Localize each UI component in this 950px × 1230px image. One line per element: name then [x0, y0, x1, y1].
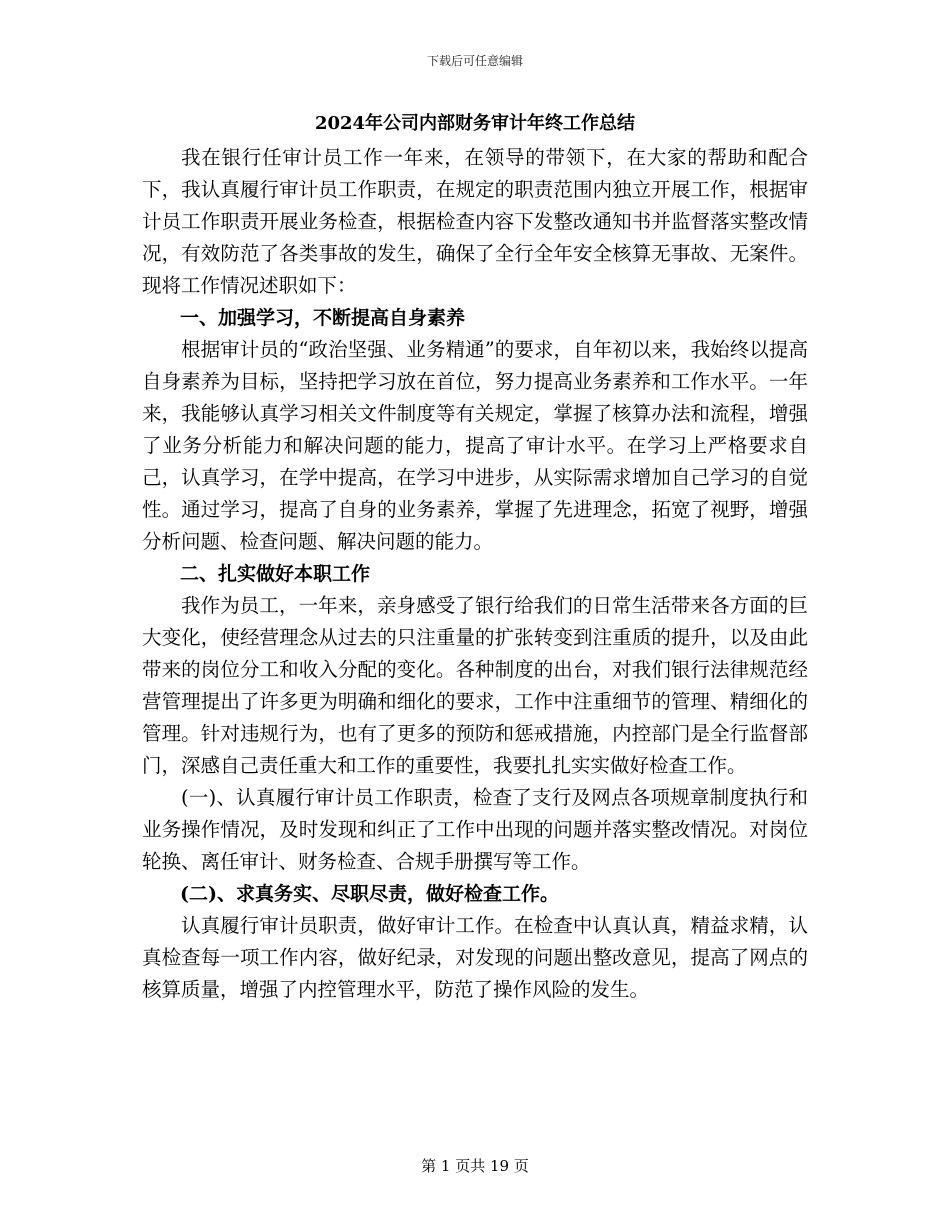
page-header-note: 下载后可任意编辑 — [426, 54, 523, 68]
page-number-footer: 第 1 页共 19 页 — [421, 1157, 529, 1175]
document-title: 2024年公司内部财务审计年终工作总结 — [314, 113, 636, 134]
section-2-paragraph: 我作为员工，一年来，亲身感受了银行给我们的日常生活带来各方面的巨大变化，使经营理念从过去的只注重量的扩张转变到注重质的提升，以及由此带来的岗位分工和收入分配的变化。各种制度的出台，对我们银行法律规范经营管理提出了许多更为明确和细化的要求，工作中注重细节的管理、精细化的管理。针对违规行为，也有了更多的预防和惩戒措施，内控部门是全行监督部门，深感自己责任重大和工作的重要性，我要扎扎实实做好检查工作。 — [142, 594, 808, 777]
section-1-heading: 一、加强学习，不断提高自身素养 — [180, 307, 466, 329]
subsection-2-paragraph: 认真履行审计员职责，做好审计工作。在检查中认真认真，精益求精，认真检查每一项工作内容，做好纪录，对发现的问题出整改意见，提高了网点的核算质量，增强了内控管理水平，防范了操作风险的发生。 — [142, 914, 808, 1001]
subsection-1-paragraph: (一)、认真履行审计员工作职责，检查了支行及网点各项规章制度执行和业务操作情况，及时发现和纠正了工作中出现的问题并落实整改情况。对岗位轮换、离任审计、财务检查、合规手册撰写等工作。 — [142, 786, 808, 873]
subsection-2-heading: (二)、求真务实、尽职尽责，做好检查工作。 — [180, 883, 559, 905]
document-body — [142, 106, 808, 1006]
intro-paragraph: 我在银行任审计员工作一年来，在领导的带领下，在大家的帮助和配合下，我认真履行审计员工作职责，在规定的职责范围内独立开展工作，根据审计员工作职责开展业务检查，根据检查内容下发整改通知书并监督落实整改情况，有效防范了各类事故的发生，确保了全行全年安全核算无事故、无案件。现将工作情况述职如下： — [142, 146, 808, 297]
section-1-paragraph: 根据审计员的“政治坚强、业务精通”的要求，自年初以来，我始终以提高自身素养为目标，坚持把学习放在首位，努力提高业务素养和工作水平。一年来，我能够认真学习相关文件制度等有关规定，掌握了核算办法和流程，增强了业务分析能力和解决问题的能力，提高了审计水平。在学习上严格要求自己，认真学习，在学中提高，在学习中进步，从实际需求增加自己学习的自觉性。通过学习，提高了自身的业务素养，掌握了先进理念，拓宽了视野，增强分析问题、检查问题、解决问题的能力。 — [142, 338, 808, 553]
section-2-heading: 二、扎实做好本职工作 — [180, 563, 371, 585]
